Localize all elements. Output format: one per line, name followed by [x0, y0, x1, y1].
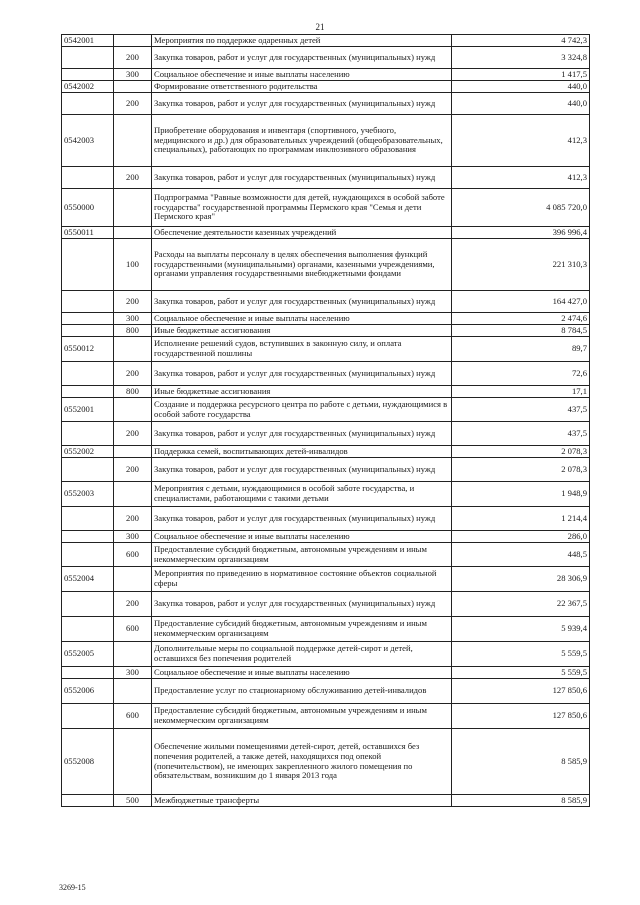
row-amount-cell: 412,3: [452, 167, 590, 189]
row-expense-type-cell: [114, 729, 152, 795]
row-amount-cell: 1 214,4: [452, 507, 590, 531]
table-row: [62, 642, 590, 667]
row-expense-type-cell: 200: [114, 362, 152, 386]
table-row: [62, 795, 590, 807]
row-amount-cell: 2 078,3: [452, 458, 590, 482]
row-expense-type-cell: 300: [114, 313, 152, 325]
row-amount-cell: 164 427,0: [452, 291, 590, 313]
row-code-cell: [62, 704, 114, 729]
budget-table: [61, 34, 590, 807]
row-code-cell: [62, 313, 114, 325]
table-row: [62, 667, 590, 679]
row-name-cell: Межбюджетные трансферты: [152, 795, 452, 807]
row-code-cell: 0552008: [62, 729, 114, 795]
table-row: [62, 47, 590, 69]
row-code-cell: [62, 422, 114, 446]
row-expense-type-cell: 200: [114, 592, 152, 617]
row-code-cell: 0552001: [62, 398, 114, 422]
table-row: [62, 313, 590, 325]
row-amount-cell: 440,0: [452, 93, 590, 115]
row-code-cell: [62, 362, 114, 386]
row-code-cell: [62, 386, 114, 398]
row-name-cell: Мероприятия по приведению в нормативное состояние объектов социальной сферы: [152, 567, 452, 592]
row-amount-cell: 89,7: [452, 337, 590, 362]
row-amount-cell: 4 085 720,0: [452, 189, 590, 227]
row-amount-cell: 286,0: [452, 531, 590, 543]
row-expense-type-cell: 800: [114, 325, 152, 337]
row-name-cell: Закупка товаров, работ и услуг для государственных (муниципальных) нужд: [152, 458, 452, 482]
row-expense-type-cell: [114, 446, 152, 458]
row-expense-type-cell: 500: [114, 795, 152, 807]
row-amount-cell: 127 850,6: [452, 679, 590, 704]
table-row: [62, 81, 590, 93]
row-name-cell: Предоставление субсидий бюджетным, автономным учреждениям и иным некоммерческим организациям: [152, 543, 452, 567]
table-row: [62, 167, 590, 189]
row-expense-type-cell: [114, 227, 152, 239]
table-row: [62, 386, 590, 398]
row-amount-cell: 2 078,3: [452, 446, 590, 458]
row-name-cell: Закупка товаров, работ и услуг для государственных (муниципальных) нужд: [152, 507, 452, 531]
row-name-cell: Социальное обеспечение и иные выплаты населению: [152, 667, 452, 679]
row-code-cell: [62, 458, 114, 482]
table-row: [62, 507, 590, 531]
row-amount-cell: 5 559,5: [452, 642, 590, 667]
row-expense-type-cell: 300: [114, 667, 152, 679]
row-amount-cell: 3 324,8: [452, 47, 590, 69]
row-expense-type-cell: [114, 679, 152, 704]
row-expense-type-cell: 300: [114, 69, 152, 81]
row-expense-type-cell: 300: [114, 531, 152, 543]
row-name-cell: Социальное обеспечение и иные выплаты населению: [152, 531, 452, 543]
table-row: [62, 543, 590, 567]
row-expense-type-cell: 600: [114, 617, 152, 642]
row-expense-type-cell: [114, 115, 152, 167]
row-amount-cell: 440,0: [452, 81, 590, 93]
table-row: [62, 446, 590, 458]
row-name-cell: Исполнение решений судов, вступивших в законную силу, и оплата государственной пошлины: [152, 337, 452, 362]
budget-table-body: [62, 35, 590, 807]
row-expense-type-cell: [114, 398, 152, 422]
row-name-cell: Предоставление субсидий бюджетным, автономным учреждениям и иным некоммерческим организациям: [152, 704, 452, 729]
row-code-cell: [62, 167, 114, 189]
row-amount-cell: 221 310,3: [452, 239, 590, 291]
row-name-cell: Обеспечение деятельности казенных учреждений: [152, 227, 452, 239]
row-expense-type-cell: 200: [114, 422, 152, 446]
row-code-cell: [62, 667, 114, 679]
row-name-cell: Закупка товаров, работ и услуг для государственных (муниципальных) нужд: [152, 291, 452, 313]
table-row: [62, 567, 590, 592]
row-code-cell: 0552005: [62, 642, 114, 667]
table-row: [62, 35, 590, 47]
table-row: [62, 362, 590, 386]
row-expense-type-cell: [114, 482, 152, 507]
row-code-cell: [62, 795, 114, 807]
row-name-cell: Социальное обеспечение и иные выплаты населению: [152, 69, 452, 81]
row-amount-cell: 28 306,9: [452, 567, 590, 592]
row-code-cell: 0542003: [62, 115, 114, 167]
row-amount-cell: 437,5: [452, 422, 590, 446]
document-code: 3269-15: [59, 883, 86, 892]
row-expense-type-cell: 200: [114, 507, 152, 531]
row-code-cell: [62, 291, 114, 313]
row-name-cell: Закупка товаров, работ и услуг для государственных (муниципальных) нужд: [152, 362, 452, 386]
row-code-cell: [62, 93, 114, 115]
row-name-cell: Расходы на выплаты персоналу в целях обеспечения выполнения функций государственными (муниципальными) органами, казенными учреждениями, органами управления государственными внебюджетными фондами: [152, 239, 452, 291]
row-name-cell: Подпрограмма "Равные возможности для детей, нуждающихся в особой заботе государства" государственной программы Пермского края "Семья и дети Пермского края": [152, 189, 452, 227]
row-code-cell: [62, 507, 114, 531]
table-row: [62, 617, 590, 642]
row-code-cell: 0550000: [62, 189, 114, 227]
row-code-cell: 0542001: [62, 35, 114, 47]
table-row: [62, 239, 590, 291]
row-code-cell: 0552002: [62, 446, 114, 458]
row-code-cell: [62, 592, 114, 617]
row-name-cell: Приобретение оборудования и инвентаря (спортивного, учебного, медицинского и др.) для образовательных учреждений (общеобразовательных, специальных), работающих по программам инклюзивного образования: [152, 115, 452, 167]
row-amount-cell: 448,5: [452, 543, 590, 567]
table-row: [62, 704, 590, 729]
row-amount-cell: 412,3: [452, 115, 590, 167]
table-row: [62, 458, 590, 482]
row-name-cell: Создание и поддержка ресурсного центра по работе с детьми, нуждающимися в особой заботе государства: [152, 398, 452, 422]
table-row: [62, 531, 590, 543]
row-expense-type-cell: [114, 642, 152, 667]
row-amount-cell: 22 367,5: [452, 592, 590, 617]
row-amount-cell: 437,5: [452, 398, 590, 422]
row-expense-type-cell: 800: [114, 386, 152, 398]
row-name-cell: Предоставление субсидий бюджетным, автономным учреждениям и иным некоммерческим организациям: [152, 617, 452, 642]
row-code-cell: [62, 69, 114, 81]
table-row: [62, 93, 590, 115]
row-expense-type-cell: [114, 337, 152, 362]
row-expense-type-cell: [114, 189, 152, 227]
row-name-cell: Предоставление услуг по стационарному обслуживанию детей-инвалидов: [152, 679, 452, 704]
row-code-cell: [62, 325, 114, 337]
row-expense-type-cell: [114, 35, 152, 47]
row-name-cell: Закупка товаров, работ и услуг для государственных (муниципальных) нужд: [152, 93, 452, 115]
row-amount-cell: 4 742,3: [452, 35, 590, 47]
table-row: [62, 482, 590, 507]
row-amount-cell: 1 948,9: [452, 482, 590, 507]
row-amount-cell: 17,1: [452, 386, 590, 398]
row-expense-type-cell: 600: [114, 704, 152, 729]
row-name-cell: Поддержка семей, воспитывающих детей-инвалидов: [152, 446, 452, 458]
table-row: [62, 227, 590, 239]
row-expense-type-cell: 200: [114, 291, 152, 313]
row-name-cell: Обеспечение жилыми помещениями детей-сирот, детей, оставшихся без попечения родителей, а также детей, находящихся под опекой (попечительством), не имеющих закрепленного жилого помещения по обязательствам, возникшим до 1 января 2013 года: [152, 729, 452, 795]
row-amount-cell: 1 417,5: [452, 69, 590, 81]
table-row: [62, 189, 590, 227]
row-code-cell: [62, 47, 114, 69]
row-name-cell: Иные бюджетные ассигнования: [152, 386, 452, 398]
row-expense-type-cell: 100: [114, 239, 152, 291]
table-row: [62, 69, 590, 81]
row-name-cell: Иные бюджетные ассигнования: [152, 325, 452, 337]
row-amount-cell: 8 585,9: [452, 729, 590, 795]
row-expense-type-cell: 200: [114, 167, 152, 189]
row-amount-cell: 396 996,4: [452, 227, 590, 239]
table-row: [62, 337, 590, 362]
row-amount-cell: 5 939,4: [452, 617, 590, 642]
row-code-cell: [62, 239, 114, 291]
row-expense-type-cell: 200: [114, 458, 152, 482]
row-expense-type-cell: 200: [114, 47, 152, 69]
row-code-cell: [62, 617, 114, 642]
row-name-cell: Мероприятия по поддержке одаренных детей: [152, 35, 452, 47]
row-expense-type-cell: [114, 81, 152, 93]
table-row: [62, 592, 590, 617]
row-code-cell: 0542002: [62, 81, 114, 93]
row-name-cell: Формирование ответственного родительства: [152, 81, 452, 93]
row-amount-cell: 127 850,6: [452, 704, 590, 729]
row-amount-cell: 5 559,5: [452, 667, 590, 679]
row-code-cell: [62, 531, 114, 543]
table-row: [62, 115, 590, 167]
row-name-cell: Закупка товаров, работ и услуг для государственных (муниципальных) нужд: [152, 592, 452, 617]
row-expense-type-cell: 600: [114, 543, 152, 567]
row-amount-cell: 8 585,9: [452, 795, 590, 807]
row-expense-type-cell: 200: [114, 93, 152, 115]
row-amount-cell: 2 474,6: [452, 313, 590, 325]
row-code-cell: 0552006: [62, 679, 114, 704]
row-name-cell: Закупка товаров, работ и услуг для государственных (муниципальных) нужд: [152, 422, 452, 446]
row-amount-cell: 8 784,5: [452, 325, 590, 337]
row-expense-type-cell: [114, 567, 152, 592]
table-row: [62, 325, 590, 337]
row-amount-cell: 72,6: [452, 362, 590, 386]
row-name-cell: Мероприятия с детьми, нуждающимися в особой заботе государства, и специалистами, работающими с такими детьми: [152, 482, 452, 507]
table-row: [62, 422, 590, 446]
row-name-cell: Закупка товаров, работ и услуг для государственных (муниципальных) нужд: [152, 167, 452, 189]
row-code-cell: 0552003: [62, 482, 114, 507]
row-code-cell: 0552004: [62, 567, 114, 592]
row-code-cell: [62, 543, 114, 567]
row-code-cell: 0550012: [62, 337, 114, 362]
row-name-cell: Дополнительные меры по социальной поддержке детей-сирот и детей, оставшихся без попечения родителей: [152, 642, 452, 667]
table-row: [62, 729, 590, 795]
table-row: [62, 398, 590, 422]
page-number: 21: [315, 22, 325, 32]
row-code-cell: 0550011: [62, 227, 114, 239]
row-name-cell: Социальное обеспечение и иные выплаты населению: [152, 313, 452, 325]
row-name-cell: Закупка товаров, работ и услуг для государственных (муниципальных) нужд: [152, 47, 452, 69]
table-row: [62, 291, 590, 313]
table-row: [62, 679, 590, 704]
